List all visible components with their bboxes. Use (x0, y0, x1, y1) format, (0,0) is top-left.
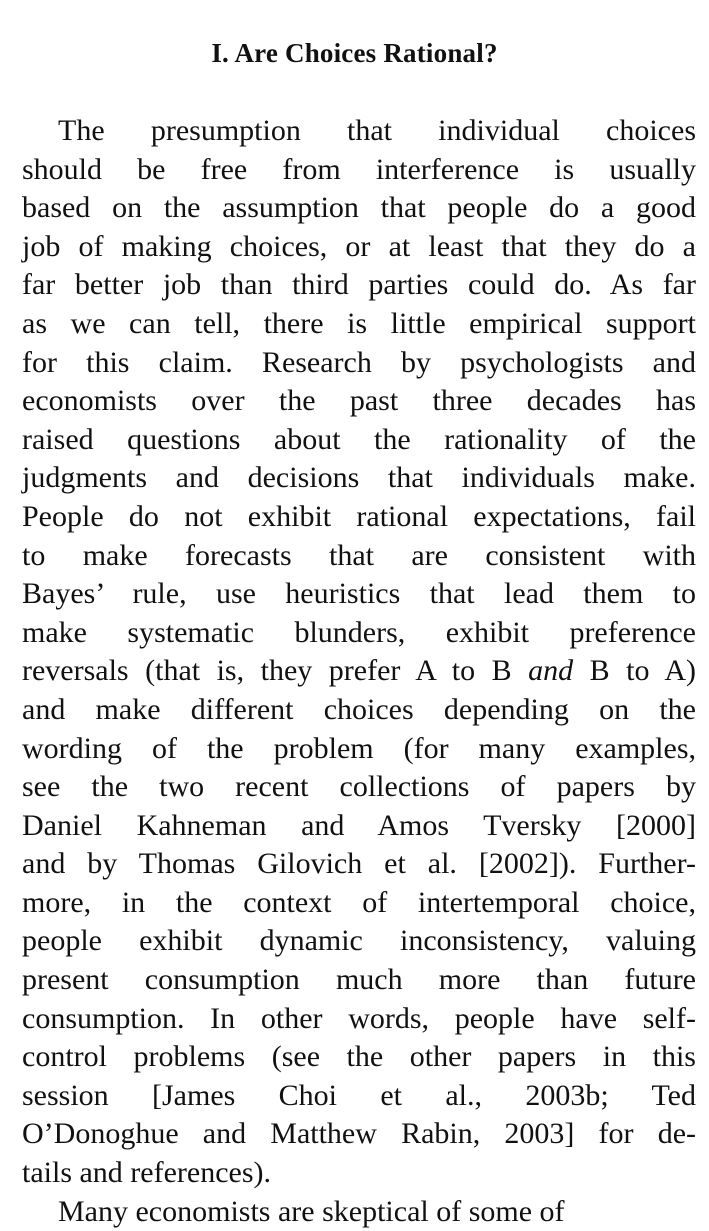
text-line-with-italic (22, 652, 696, 691)
text-line: far better job than third parties could do. As far (22, 268, 696, 302)
text-line: as we can tell, there is little empirical support (22, 306, 696, 340)
cut-off-text-line: Many economists are skeptical of some of (58, 1194, 565, 1228)
text-line: people exhibit dynamic inconsistency, valuing (22, 924, 696, 958)
text-line: based on the assumption that people do a good (22, 191, 696, 225)
text-line: more, in the context of intertemporal choice, (22, 885, 696, 919)
text-line: and by Thomas Gilovich et al. [2002]). Further- (22, 847, 696, 881)
text-line: control problems (see the other papers in this (22, 1040, 696, 1074)
text-line: raised questions about the rationality of the (22, 422, 696, 456)
text-segment: B to A) (573, 654, 696, 688)
text-line: economists over the past three decades has (22, 384, 696, 418)
text-line: judgments and decisions that individuals make. (22, 461, 696, 495)
text-line: People do not exhibit rational expectations, fail (22, 499, 696, 533)
text-line: job of making choices, or at least that they do a (22, 229, 696, 263)
text-line: make systematic blunders, exhibit preference (22, 615, 696, 649)
text-line: Bayes’ rule, use heuristics that lead them to (22, 577, 696, 611)
text-line: session [James Choi et al., 2003b; Ted (22, 1078, 696, 1112)
text-line: present consumption much more than future (22, 963, 696, 997)
section-heading: I. Are Choices Rational? (211, 38, 498, 68)
text-line: and make different choices depending on the (22, 692, 696, 726)
text-segment: reversals (that is, they prefer A to B (22, 654, 529, 688)
body-paragraph (22, 112, 696, 1231)
text-line: for this claim. Research by psychologists and (22, 345, 696, 379)
text-line: should be free from interference is usually (22, 152, 696, 186)
text-line: wording of the problem (for many examples, (22, 731, 696, 765)
text-line: consumption. In other words, people have self- (22, 1001, 696, 1035)
text-line: The presumption that individual choices (58, 114, 696, 147)
text-line: O’Donoghue and Matthew Rabin, 2003] for de- (22, 1117, 696, 1151)
text-line: see the two recent collections of papers by (22, 770, 696, 804)
text-line: Daniel Kahneman and Amos Tversky [2000] (22, 808, 696, 842)
text-line: tails and references). (22, 1156, 272, 1190)
text-line: to make forecasts that are consistent with (22, 538, 696, 572)
italic-word: and (528, 654, 574, 688)
